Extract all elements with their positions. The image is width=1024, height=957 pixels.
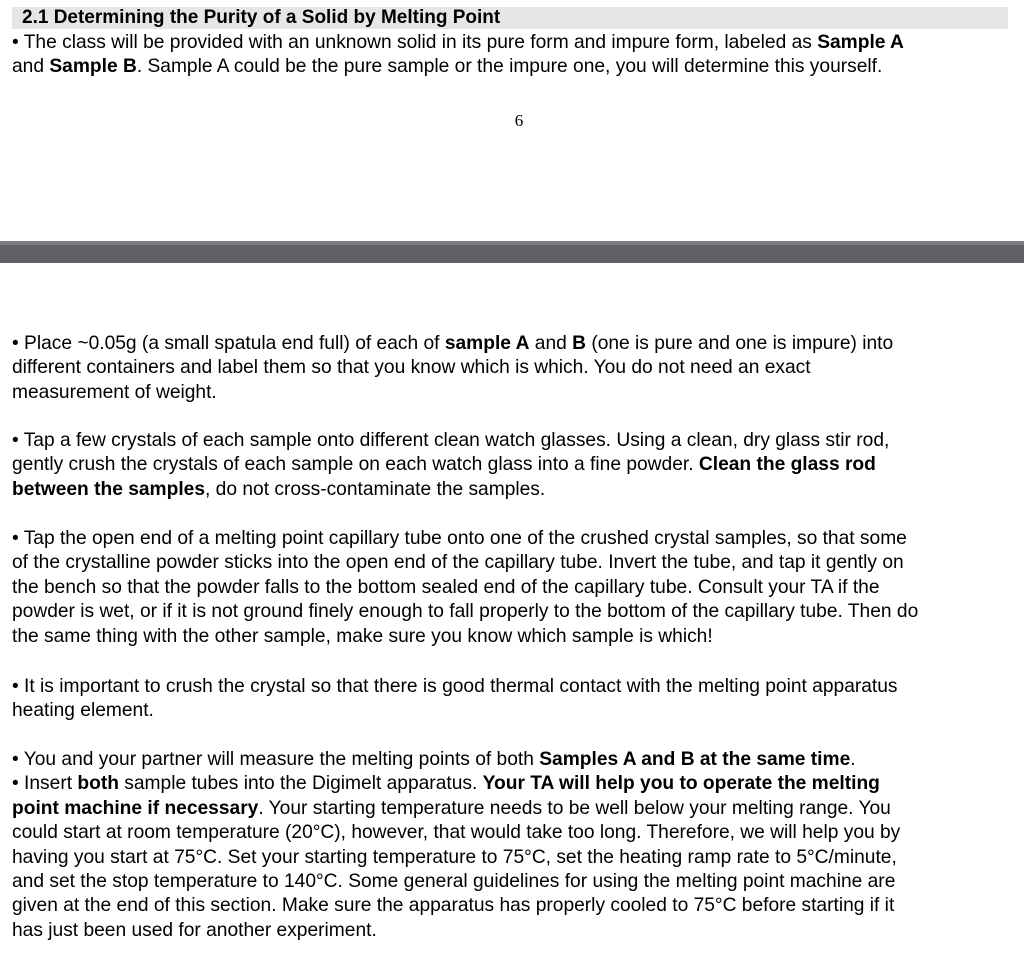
measure-line-2: • Insert both sample tubes into the Digimelt apparatus. Your TA will help you to operate the melting xyxy=(12,773,880,795)
measure-line-8: has just been used for another experiment. xyxy=(12,919,377,941)
intro-line-1: • The class will be provided with an unknown solid in its pure form and impure form, labeled as Sample A xyxy=(12,32,904,53)
place-line-1: • Place ~0.05g (a small spatula end full) of each of sample A and B (one is pure and one is impure) into xyxy=(12,333,894,354)
tap-line-3: between the samples, do not cross-contaminate the samples. xyxy=(12,478,546,500)
capillary-line-4: powder is wet, or if it is not ground finely enough to fall properly to the bottom of the capillary tube. Then do xyxy=(12,601,919,623)
measure-line-5: having you start at 75°C. Set your starting temperature to 75°C, set the heating ramp rate to 5°C/minute, xyxy=(12,846,897,868)
page-break-edge xyxy=(0,241,1024,245)
page-number: 6 xyxy=(514,111,524,130)
step-capillary-paragraph xyxy=(12,527,1022,649)
step-measure-paragraph xyxy=(12,748,1022,943)
capillary-line-2: of the crystalline powder sticks into the open end of the capillary tube. Invert the tube, and tap it gently on xyxy=(12,552,904,574)
capillary-line-3: the bench so that the powder falls to the bottom sealed end of the capillary tube. Consult your TA if the xyxy=(12,576,880,598)
capillary-line-1: • Tap the open end of a melting point capillary tube onto one of the crushed crystal samples, so that some xyxy=(12,528,907,549)
place-line-3: measurement of weight. xyxy=(12,381,217,403)
tap-line-2: gently crush the crystals of each sample on each watch glass into a fine powder. Clean the glass rod xyxy=(12,454,876,476)
measure-line-6: and set the stop temperature to 140°C. Some general guidelines for using the melting point machine are xyxy=(12,871,896,893)
intro-line-2: and Sample B. Sample A could be the pure sample or the impure one, you will determine this yourself. xyxy=(12,56,883,78)
intro-paragraph xyxy=(12,31,1022,80)
tap-line-1: • Tap a few crystals of each sample onto different clean watch glasses. Using a clean, dry glass stir rod, xyxy=(12,430,890,451)
step-place-paragraph xyxy=(12,332,1022,405)
crush-line-1: • It is important to crush the crystal so that there is good thermal contact with the melting point apparatus xyxy=(12,676,898,697)
capillary-line-5: the same thing with the other sample, make sure you know which sample is which! xyxy=(12,625,713,647)
crush-line-2: heating element. xyxy=(12,700,154,722)
measure-line-3: point machine if necessary. Your starting temperature needs to be well below your melting range. You xyxy=(12,797,891,819)
section-heading: 2.1 Determining the Purity of a Solid by Melting Point xyxy=(22,7,501,28)
step-tap-paragraph xyxy=(12,429,1022,502)
measure-line-4: could start at room temperature (20°C), however, that would take too long. Therefore, we will help you by xyxy=(12,822,901,844)
place-line-2: different containers and label them so that you know which is which. You do not need an exact xyxy=(12,357,811,379)
measure-line-7: given at the end of this section. Make sure the apparatus has properly cooled to 75°C before starting if it xyxy=(12,895,895,917)
step-crush-paragraph xyxy=(12,675,1022,724)
measure-line-1: • You and your partner will measure the melting points of both Samples A and B at the same time. xyxy=(12,749,856,770)
